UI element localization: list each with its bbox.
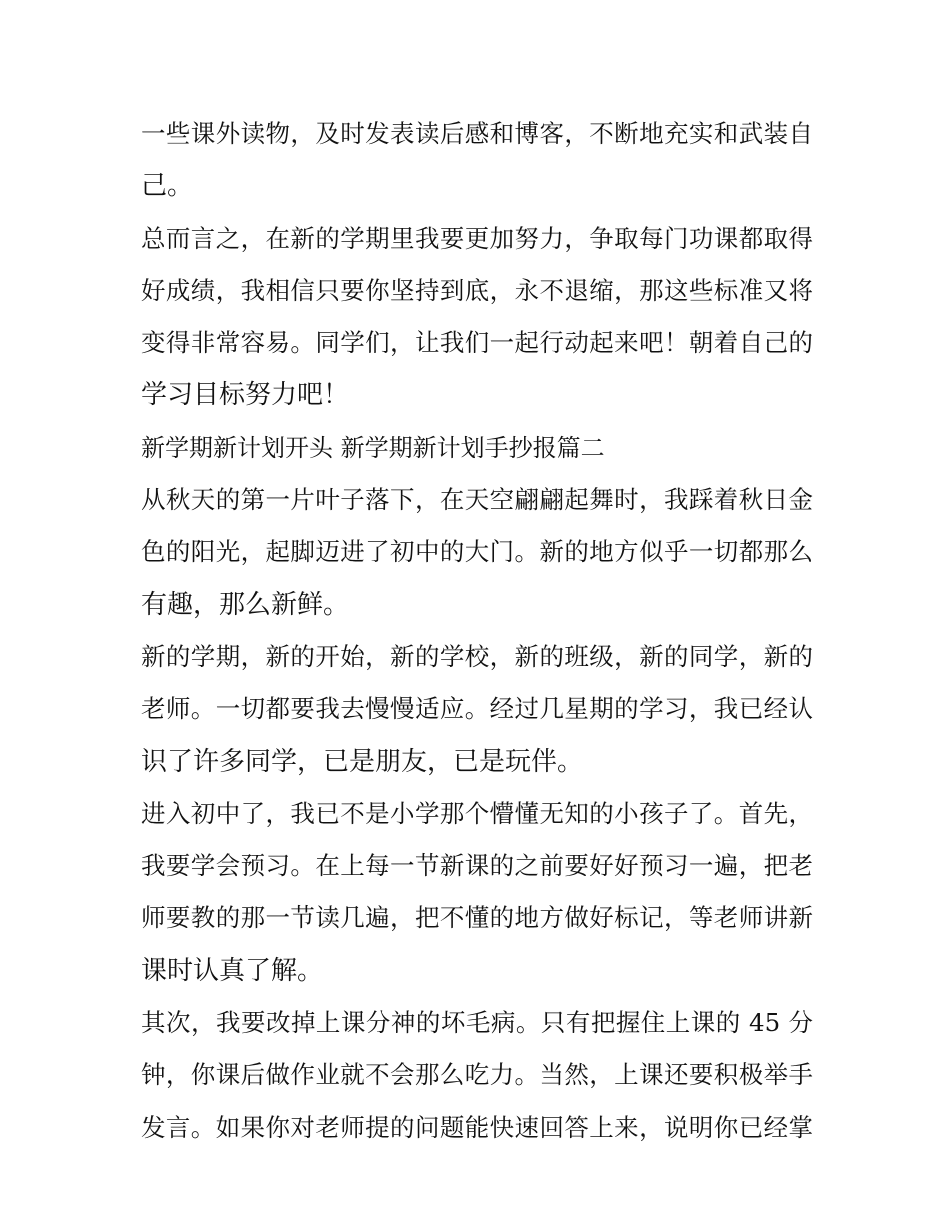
text-line: 总而言之，在新的学期里我要更加努力，争取每门功课都取得 bbox=[141, 223, 813, 253]
text-line: 钟，你课后做作业就不会那么吃力。当然，上课还要积极举手 bbox=[141, 1060, 813, 1090]
text-line: 发言。如果你对老师提的问题能快速回答上来，说明你已经掌 bbox=[141, 1112, 813, 1142]
section-heading: 新学期新计划开头 新学期新计划手抄报篇二 bbox=[141, 433, 605, 462]
document-body bbox=[141, 108, 813, 1154]
text-line: 一些课外读物，及时发表读后感和博客，不断地充实和武装自 bbox=[141, 119, 813, 148]
text-line: 从秋天的第一片叶子落下，在天空翩翩起舞时，我踩着秋日金 bbox=[141, 485, 813, 515]
text-line: 色的阳光，起脚迈进了初中的大门。新的地方似乎一切都那么 bbox=[141, 537, 813, 567]
text-line: 变得非常容易。同学们，让我们一起行动起来吧！朝着自己的 bbox=[141, 328, 813, 358]
text-line: 老师。一切都要我去慢慢适应。经过几星期的学习，我已经认 bbox=[141, 694, 813, 724]
text-line: 有趣，那么新鲜。 bbox=[141, 589, 350, 620]
text-line: 师要教的那一节读几遍，把不懂的地方做好标记，等老师讲新 bbox=[141, 903, 813, 933]
text-line: 己。 bbox=[141, 171, 194, 202]
text-line: 课时认真了解。 bbox=[141, 955, 324, 986]
text-line: 进入初中了，我已不是小学那个懵懂无知的小孩子了。首先， bbox=[141, 798, 813, 828]
text-line: 好成绩，我相信只要你坚持到底，永不退缩，那这些标准又将 bbox=[141, 275, 813, 305]
text-line: 其次，我要改掉上课分神的坏毛病。只有把握住上课的 45 分 bbox=[141, 1008, 813, 1038]
text-line: 识了许多同学，已是朋友，已是玩伴。 bbox=[141, 746, 584, 777]
text-line: 新的学期，新的开始，新的学校，新的班级，新的同学，新的 bbox=[141, 641, 813, 671]
text-line: 学习目标努力吧！ bbox=[141, 380, 350, 411]
text-line: 我要学会预习。在上每一节新课的之前要好好预习一遍，把老 bbox=[141, 851, 813, 881]
